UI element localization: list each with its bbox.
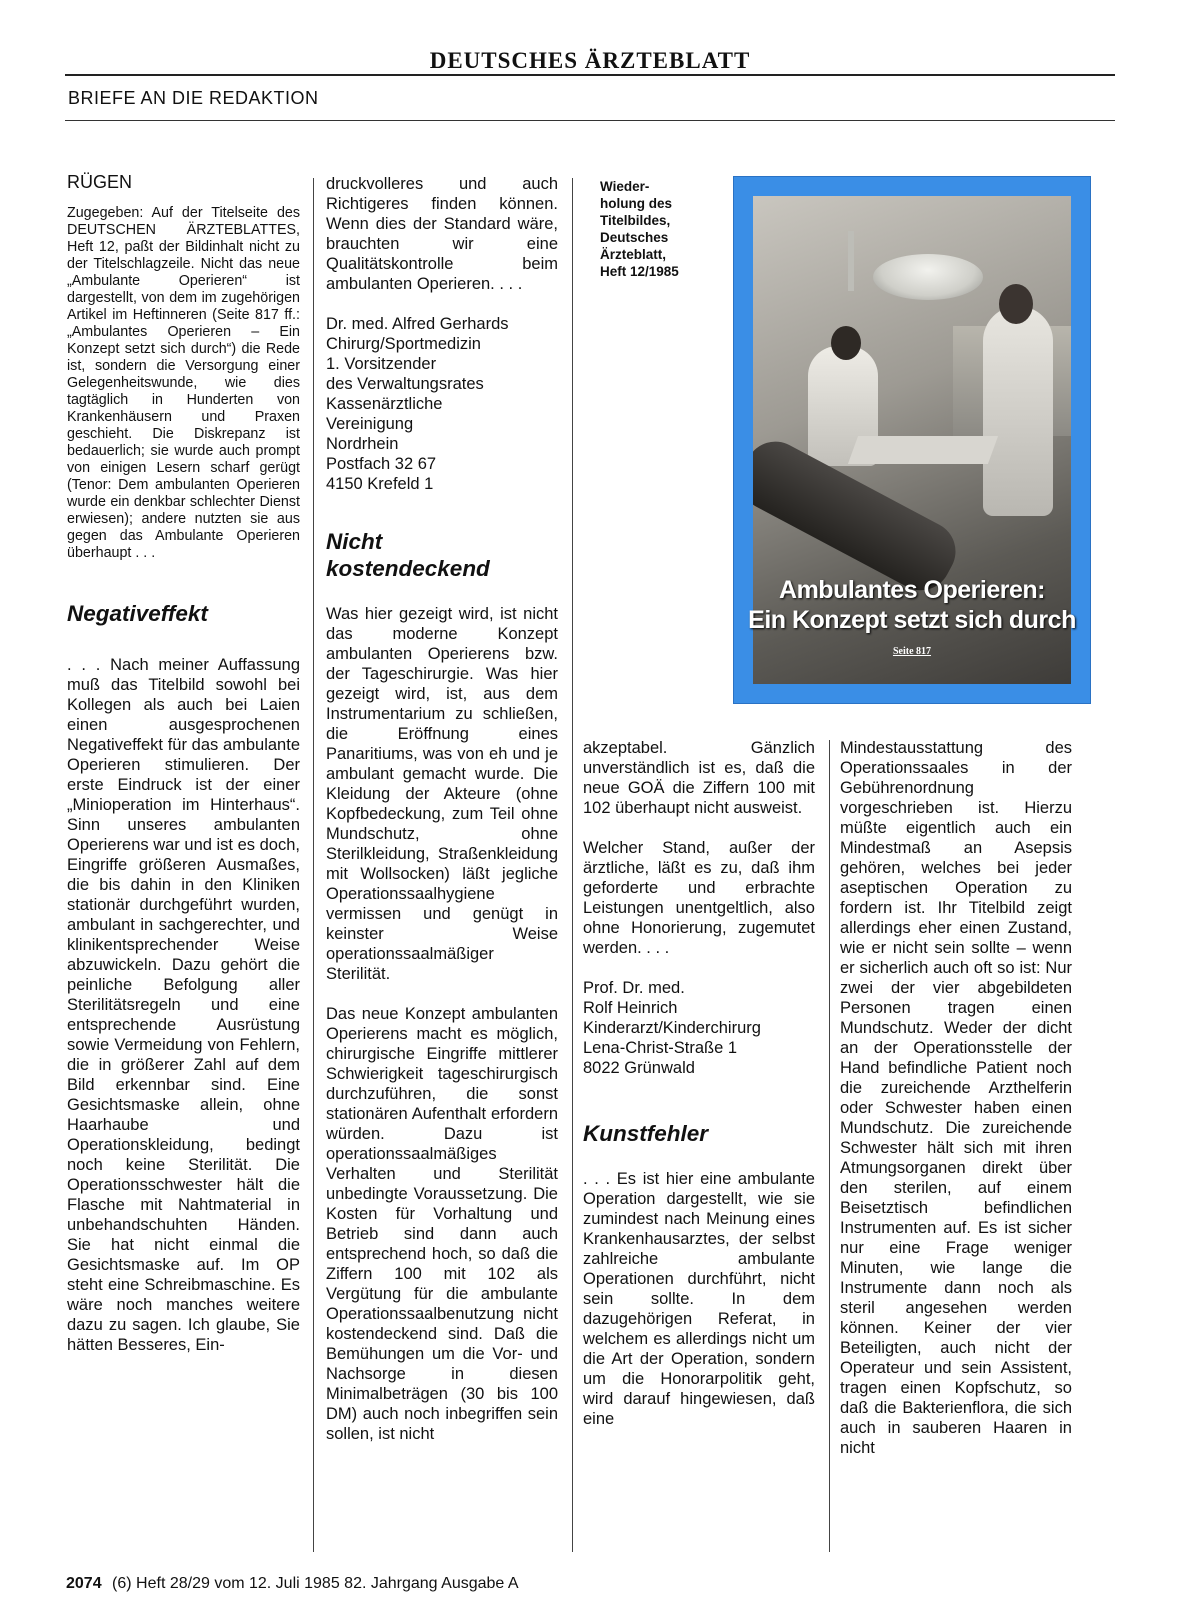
column-rule xyxy=(829,740,830,1552)
column-1 xyxy=(67,172,300,1355)
header-rule xyxy=(65,120,1115,121)
letter-body-kunstfehler-continued: Mindestausstattung des Operationssaales in der Gebührenordnung vorgeschrieben ist. Hierzu müßte eigentlich auch ein Mindestmaß an Asepsis gehören, welches bei jeder aseptischen Operation zu fordern ist. Ihr Titelbild zeigt allerdings eher einen Zustand, wie er nicht sein sollte – wenn er sicherlich auch oft so ist: Nur zwei der vier abgebildeten Personen tragen einen Mundschutz. Weder der dicht an der Operationsstelle der Hand befindliche Patient noch die zureichende Arzthelferin oder Schwester haben einen Mundschutz. Die zureichende Schwester hält sich mit ihren Atmungsorganen direkt über den sterilen, auf einem Beisetztisch befindlichen Instrumenten auf. Es ist sicher nur eine Frage weniger Minuten, wie lange die Instrumente dann noch als steril angesehen werden können. Keiner der vier Beteiligten, auch nicht der Operateur und sein Assistent, tragen einen Kopfschutz, so daß die Bakterienflora, die sich auch in sauberen Haaren in nicht xyxy=(840,739,1072,1457)
signature-heinrich: Prof. Dr. med. Rolf Heinrich Kinderarzt/Kinderchirurg Lena-Christ-Straße 1 8022 Grünwald xyxy=(583,979,761,1077)
nurse-figure xyxy=(983,306,1053,516)
letter-heading-negativeffekt: Negativeffekt xyxy=(67,601,208,626)
letter-body-kostendeckend-2: Das neue Konzept ambulanten Operierens macht es möglich, chirurgische Eingriffe mittlerer Schwierigkeit tageschirurgisch durchzuführen, die sonst stationären Aufenthalt erfordern würden. Dazu ist operationssaalmäßiges Verhalten und Sterilität unbedingte Voraussetzung. Die Kosten für Vorhaltung und Betrieb sind dann auch entsprechend hoch, so daß die Ziffern 100 mit 102 als Vergütung für die ambulante Operationssaalbenutzung nicht kostendeckend sind. Daß die Bemühungen um die Vor- und Nachsorge in diesen Minimalbeträgen (30 bis 100 DM) auch noch inbegriffen sein sollen, ist nicht xyxy=(326,1005,558,1443)
masthead xyxy=(65,48,1115,76)
letter-body-kunstfehler: . . . Es ist hier eine ambulante Operation dargestellt, wie sie zumindest nach Meinung eines Krankenhausarztes, der selbst zahlreiche ambulante Operationen durchführt, nicht sein sollte. In dem dazugehörigen Referat, in welchem es allerdings nicht um die Art der Operation, sondern um die Honorarpolitik geht, wird darauf hingewiesen, daß eine xyxy=(583,1170,815,1428)
cover-title-line1: Ambulantes Operieren: xyxy=(779,576,1045,604)
letter-heading-nicht-kostendeckend: Nicht kostendeckend xyxy=(326,529,490,581)
letter-heading-kunstfehler: Kunstfehler xyxy=(583,1121,709,1146)
column-rule xyxy=(313,178,314,1552)
column-rule xyxy=(572,178,573,1552)
signature-gerhards: Dr. med. Alfred Gerhards Chirurg/Sportmedizin 1. Vorsitzender des Verwaltungsrates Kassenärztliche Vereinigung Nordrhein Postfach 32 67 4150 Krefeld 1 xyxy=(326,315,509,493)
letter-body-negativeffekt-continued: druckvolleres und auch Richtigeres finden können. Wenn dies der Standard wäre, brauchten wir eine Qualitätskontrolle beim ambulanten Operieren. . . . xyxy=(326,175,558,293)
publication-title: DEUTSCHES ÄRZTEBLATT xyxy=(429,48,751,73)
column-3 xyxy=(583,738,815,1429)
cover-page-ref: Seite 817 xyxy=(892,646,932,657)
letter-body-negativeffekt: . . . Nach meiner Auffassung muß das Titelbild sowohl bei Kollegen als auch bei Laien einen ausgesprochenen Negativeffekt für das ambulante Operieren stimulieren. Der erste Eindruck ist der einer „Minioperation im Hinterhaus“. Sinn unseres ambulanten Operierens war und ist es doch, Eingriffe größeren Ausmaßes, die bis dahin in den Kliniken stationär durchgeführt wurden, ambulant in sachgerechter, und klinikentsprechender Weise abzuwickeln. Dazu gehört die peinliche Befolgung aller Sterilitätsregeln und eine entsprechende Ausrüstung sowie Vermeidung von Fehlern, die in größerer Zahl auf dem Bild erkennbar sind. Eine Gesichtsmaske allein, ohne Haarhaube und Operationskleidung, bedingt noch keine Sterilität. Die Operationsschwester hält die Flasche mit Nahtmaterial in unbehandschuhten Händen. Sie hat nicht einmal die Gesichtsmaske auf. Im OP steht eine Schreibmaschine. Es wäre noch manches weitere dazu zu sagen. Ich glaube, Sie hätten Besseres, Ein- xyxy=(67,656,300,1354)
surgical-lamp-icon xyxy=(873,254,983,300)
letter-heading-rugen: RÜGEN xyxy=(67,172,133,192)
letter-body-rugen: Zugegeben: Auf der Titelseite des DEUTSCHEN ÄRZTEBLATTES, Heft 12, paßt der Bildinhalt nicht zu der Titelschlagzeile. Nicht das neue „Ambulante Operieren“ ist dargestellt, von dem im zugehörigen Artikel im Heftinneren (Seite 817 ff.: „Ambulantes Operieren – Ein Konzept setzt sich durch“) die Rede ist, sondern die Versorgung einer Gelegenheitswunde, wie dies tagtäglich in Hunderten von Krankenhäusern und Praxen geschieht. Die Diskrepanz ist bedauerlich; sie wurde auch prompt von einigen Lesern scharf gerügt (Tenor: Dem ambulanten Operieren wurde ein denkbar schlechter Dienst erwiesen); andere nutzten sie aus gegen das Ambulante Operieren überhaupt . . . xyxy=(67,205,300,561)
issue-info: (6) Heft 28/29 vom 12. Juli 1985 82. Jahrgang Ausgabe A xyxy=(112,1575,519,1592)
letter-body-kostendeckend-4: Welcher Stand, außer der ärztliche, läßt es zu, daß ihm geforderte und erbrachte Leistungen unentgeltlich, also ohne Honorierung, zugemutet werden. . . . xyxy=(583,839,815,957)
letter-body-kostendeckend-1: Was hier gezeigt wird, ist nicht das moderne Konzept ambulanten Operierens bzw. der Tageschirurgie. Was hier gezeigt wird, ist, aus dem Instrumentarium zu schließen, die Eröffnung eines Panaritiums, was von eh und je ambulant gemacht wurde. Die Kleidung der Akteure (ohne Kopfbedeckung, zum Teil ohne Mundschutz, ohne Sterilkleidung, Straßenkleidung mit Wollsocken) läßt jegliche Operationssaalhygiene vermissen und genügt in keinster Weise operationssaalmäßiger Sterilität. xyxy=(326,605,558,983)
column-4 xyxy=(840,738,1072,1458)
letter-body-kostendeckend-3: akzeptabel. Gänzlich unverständlich ist es, daß die neue GOÄ die Ziffern 100 mit 102 überhaupt nicht ausweist. xyxy=(583,739,815,817)
section-title: BRIEFE AN DIE REDAKTION xyxy=(68,88,319,108)
image-caption: Wieder- holung des Titelbildes, Deutsches Ärzteblatt, Heft 12/1985 xyxy=(600,179,679,279)
cover-title-line2: Ein Konzept setzt sich durch xyxy=(748,606,1076,634)
column-2 xyxy=(326,174,558,1444)
page-footer xyxy=(66,1575,519,1593)
page-number: 2074 xyxy=(66,1575,102,1592)
cover-image xyxy=(733,176,1091,704)
